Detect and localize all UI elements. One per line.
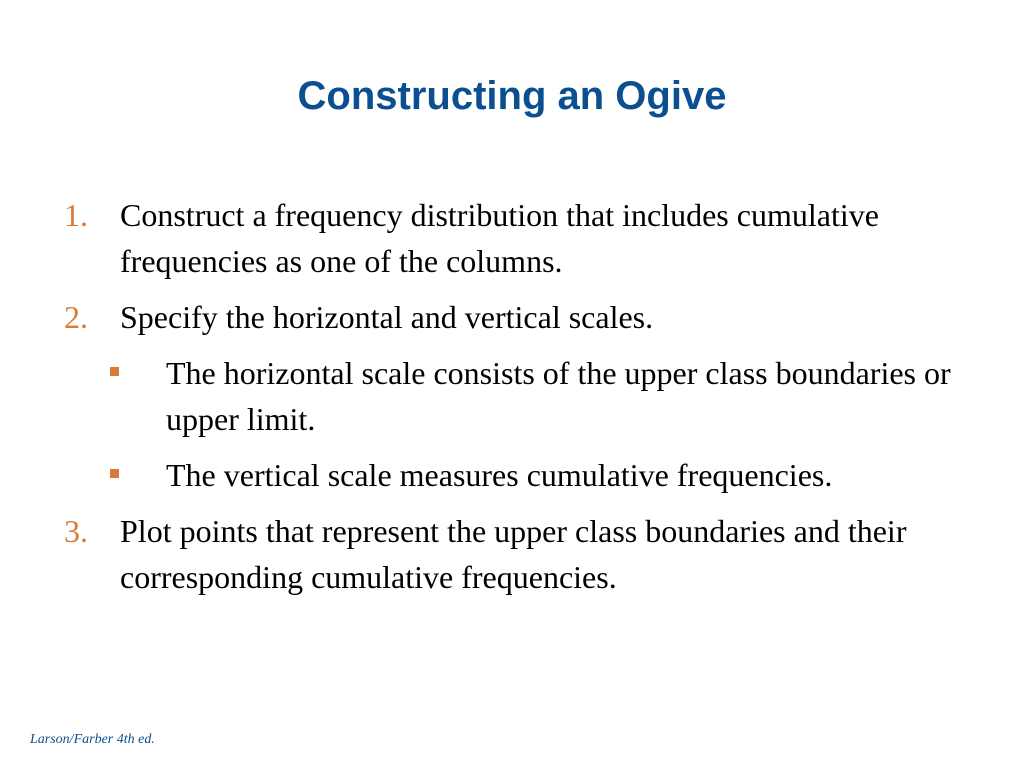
footer-citation: Larson/Farber 4th ed.	[30, 732, 155, 747]
sub-bullet-text: The vertical scale measures cumulative frequencies.	[166, 457, 833, 493]
step-number: 3.	[64, 513, 88, 549]
sub-bullet-text: The horizontal scale consists of the upper class boundaries or upper limit.	[166, 355, 951, 437]
step-item-3	[0, 508, 950, 600]
step-text: Specify the horizontal and vertical scales.	[120, 299, 654, 335]
step-number: 2.	[64, 299, 88, 335]
square-bullet-icon	[110, 469, 119, 478]
square-bullet-icon	[110, 367, 119, 376]
step-item-1	[0, 192, 950, 284]
step-item-2	[0, 294, 950, 340]
sub-bullet-item-1	[0, 350, 956, 442]
slide-body	[0, 192, 1024, 610]
step-text: Plot points that represent the upper class boundaries and their corresponding cumulative frequencies.	[120, 513, 907, 595]
step-number: 1.	[64, 197, 88, 233]
step-text: Construct a frequency distribution that includes cumulative frequencies as one of the columns.	[120, 197, 879, 279]
slide-title: Constructing an Ogive	[297, 74, 727, 118]
sub-bullet-item-2	[0, 452, 956, 498]
